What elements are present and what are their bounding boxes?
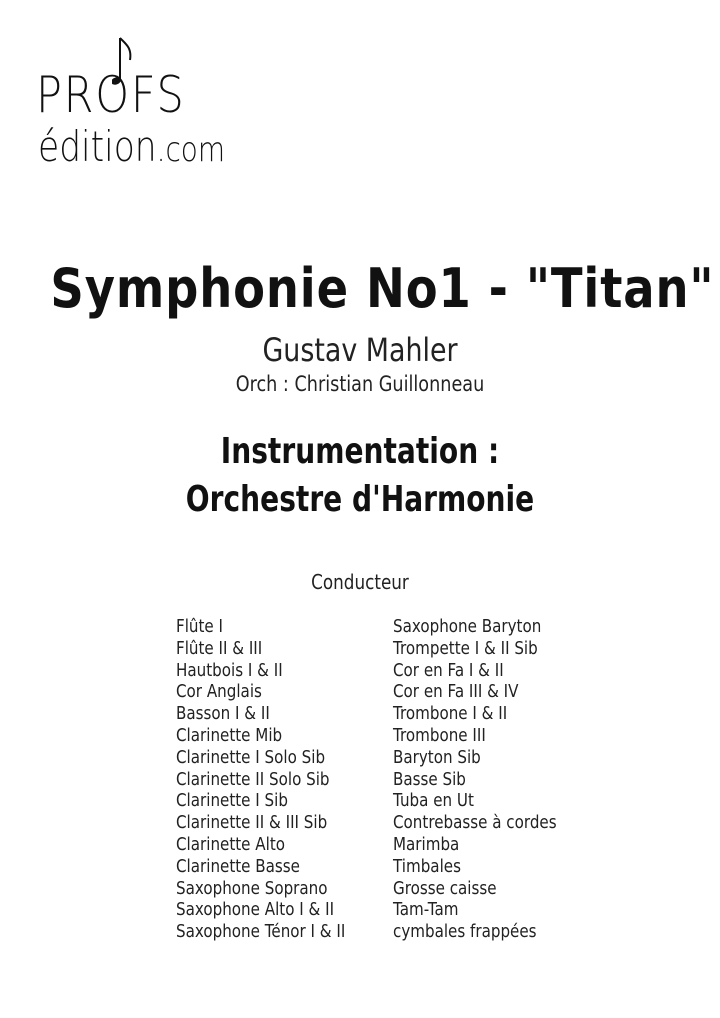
- instrument-item: Trombone III: [393, 724, 486, 746]
- instrument-item: Tuba en Ut: [393, 790, 474, 812]
- instrument-item: Basse Sib: [393, 768, 466, 790]
- publisher-logo: [36, 30, 266, 171]
- instrument-item: Marimba: [393, 833, 460, 855]
- instrument-item: Clarinette Mib: [176, 724, 283, 746]
- instrument-item: Grosse caisse: [393, 877, 497, 899]
- conductor-label: Conducteur: [311, 570, 409, 594]
- instrument-item: Cor en Fa I & II: [393, 659, 504, 681]
- instrument-item: cymbales frappées: [393, 921, 537, 943]
- arranger-credit: Orch : Christian Guillonneau: [235, 372, 485, 396]
- instrument-item: Tam-Tam: [393, 899, 459, 921]
- instrumentation-heading: Instrumentation :: [220, 431, 500, 472]
- instrument-item: Clarinette I Sib: [176, 790, 288, 812]
- instrument-item: Saxophone Soprano: [176, 877, 328, 899]
- instrument-item: Clarinette I Solo Sib: [176, 746, 326, 768]
- instrument-item: Trombone I & II: [393, 703, 508, 725]
- instrument-item: Saxophone Baryton: [393, 616, 542, 637]
- composer-name: Gustav Mahler: [262, 331, 458, 369]
- logo-domain-suffix: .com: [156, 130, 226, 170]
- instrument-item: Cor Anglais: [176, 681, 262, 703]
- instrument-item: Saxophone Ténor I & II: [176, 921, 346, 943]
- ensemble-name: Orchestre d'Harmonie: [185, 479, 535, 520]
- instrument-item: Flûte I: [176, 616, 223, 637]
- logo-text-edition: [38, 122, 226, 171]
- instrument-item: Saxophone Alto I & II: [176, 899, 335, 921]
- instrument-item: Cor en Fa III & IV: [393, 681, 519, 703]
- instrument-item: Clarinette Alto: [176, 833, 286, 855]
- instrument-item: Flûte II & III: [176, 637, 263, 659]
- instrument-item: Trompette I & II Sib: [393, 637, 538, 659]
- logo-edition-word: édition: [38, 122, 157, 171]
- instrument-list-right: [393, 616, 557, 943]
- instrument-item: Clarinette II Solo Sib: [176, 768, 330, 790]
- instrument-item: Clarinette Basse: [176, 855, 300, 877]
- logo-text-profs: PROFS: [36, 66, 186, 124]
- instrument-item: Clarinette II & III Sib: [176, 812, 328, 834]
- instrument-item: Contrebasse à cordes: [393, 812, 557, 834]
- instrument-item: Basson I & II: [176, 703, 270, 725]
- instrument-item: Timbales: [393, 855, 461, 877]
- instrument-item: Baryton Sib: [393, 746, 481, 768]
- score-title: Symphonie No1 - "Titan": [50, 257, 715, 320]
- instrument-list-left: [176, 616, 345, 943]
- instrument-item: Hautbois I & II: [176, 659, 283, 681]
